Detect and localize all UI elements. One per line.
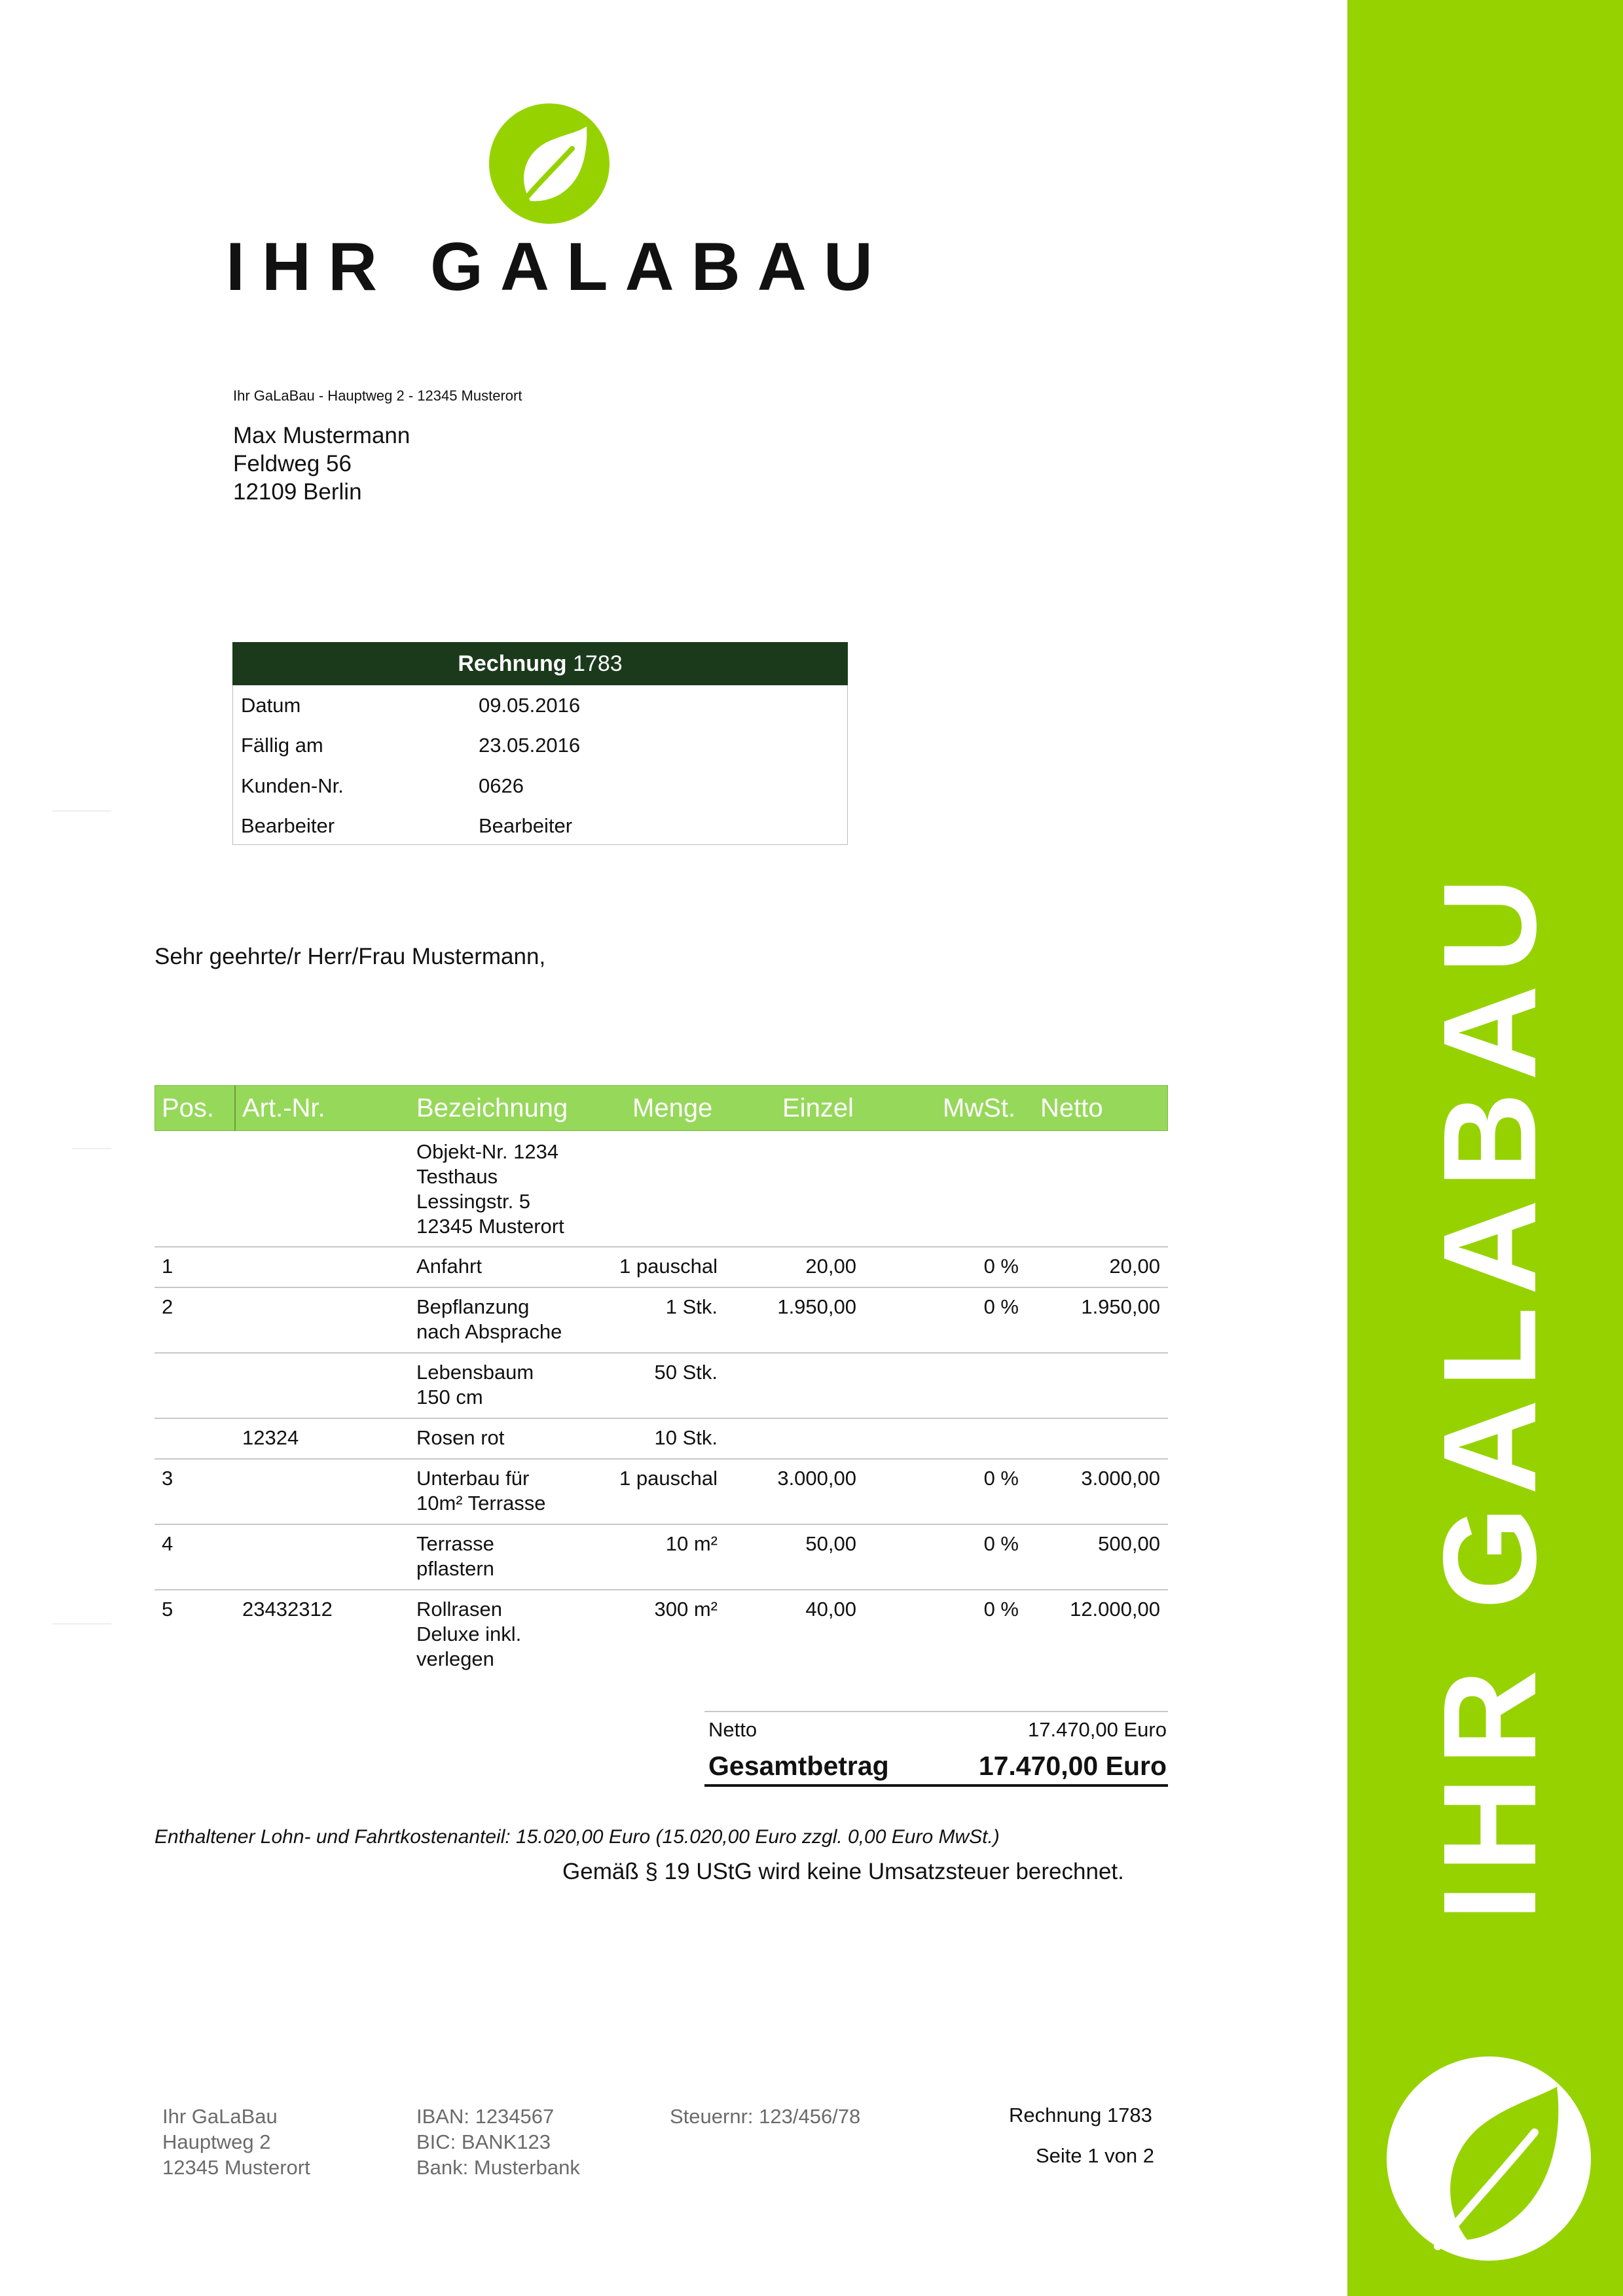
cell-mwst: 0 % — [983, 1295, 1019, 1318]
col-header-pos: Pos. — [162, 1094, 215, 1122]
info-label-datum: Datum — [241, 694, 301, 717]
sender-line: Ihr GaLaBau - Hauptweg 2 - 12345 Musterort — [233, 387, 522, 404]
cell-bez — [416, 1597, 521, 1672]
footer-invoice-ref: Rechnung 1783 — [1009, 2104, 1152, 2126]
total-gesamt-label: Gesamtbetrag — [708, 1751, 889, 1781]
cell-mwst: 0 % — [983, 1598, 1019, 1621]
cell-netto: 1.950,00 — [1081, 1295, 1160, 1318]
cell-menge: 1 Stk. — [665, 1295, 718, 1318]
recipient-address — [233, 422, 410, 506]
footer-page-number: Seite 1 von 2 — [1036, 2144, 1154, 2167]
cell-einzel: 50,00 — [805, 1532, 856, 1555]
row-divider — [155, 1458, 1168, 1460]
salutation: Sehr geehrte/r Herr/Frau Mustermann, — [155, 944, 546, 969]
footer-bank — [416, 2104, 580, 2180]
cell-art: 23432312 — [242, 1598, 333, 1621]
total-netto-value: 17.470,00 Euro — [1027, 1718, 1167, 1741]
cell-einzel: 40,00 — [805, 1598, 856, 1621]
sidebar-brand-svg — [1347, 0, 1623, 2296]
cell-menge: 10 Stk. — [654, 1426, 718, 1449]
sidebar-brand-name: IHR GALABAU — [1415, 866, 1563, 1921]
footer-company — [162, 2104, 310, 2180]
cell-bez-line: Unterbau für — [416, 1467, 530, 1490]
totals-underline — [704, 1784, 1168, 1787]
cell-bez-line: 10m² Terrasse — [416, 1492, 546, 1515]
info-label-kunden: Kunden-Nr. — [241, 774, 344, 797]
cell-menge: 1 pauschal — [619, 1255, 718, 1278]
info-label-faellig: Fällig am — [241, 734, 323, 757]
footer-company-city: 12345 Musterort — [162, 2156, 310, 2179]
cell-bez: Rosen rot — [416, 1426, 505, 1449]
cell-bez-line: nach Absprache — [416, 1320, 562, 1343]
cell-mwst: 0 % — [983, 1467, 1019, 1490]
col-header-mwst: MwSt. — [943, 1094, 1016, 1122]
footer-company-name: Ihr GaLaBau — [162, 2105, 278, 2128]
object-number: Objekt-Nr. 1234 — [416, 1140, 559, 1163]
cell-einzel: 3.000,00 — [777, 1467, 856, 1490]
row-divider — [155, 1352, 1168, 1354]
cell-bez-line: verlegen — [416, 1647, 494, 1670]
cell-netto: 20,00 — [1109, 1255, 1160, 1278]
cell-pos: 1 — [162, 1255, 173, 1278]
footer-bank-name: Bank: Musterbank — [416, 2156, 580, 2179]
footer-iban: IBAN: 1234567 — [416, 2105, 555, 2128]
info-value-kunden: 0626 — [479, 774, 524, 797]
recipient-name: Max Mustermann — [233, 423, 410, 448]
row-divider — [155, 1246, 1168, 1247]
cell-bez-line: Bepflanzung — [416, 1295, 530, 1318]
row-divider — [155, 1589, 1168, 1590]
cell-bez-line: Terrasse — [416, 1532, 494, 1555]
row-divider — [155, 1524, 1168, 1525]
cell-bez — [416, 1295, 562, 1344]
cell-einzel: 20,00 — [805, 1255, 856, 1278]
cell-netto: 3.000,00 — [1081, 1467, 1160, 1490]
header-divider — [234, 1085, 236, 1131]
cell-mwst: 0 % — [983, 1255, 1019, 1278]
recipient-street: Feldweg 56 — [233, 451, 352, 476]
info-value-datum: 09.05.2016 — [479, 694, 581, 717]
cell-pos: 2 — [162, 1295, 173, 1318]
cell-menge: 300 m² — [654, 1598, 718, 1621]
object-name: Testhaus — [416, 1165, 498, 1188]
cell-menge: 50 Stk. — [654, 1361, 718, 1384]
leaf-icon — [488, 103, 610, 224]
cell-netto: 500,00 — [1098, 1532, 1160, 1555]
col-header-menge: Menge — [632, 1094, 713, 1122]
punch-mark — [72, 1148, 111, 1149]
recipient-city: 12109 Berlin — [233, 479, 362, 505]
cell-netto: 12.000,00 — [1070, 1598, 1160, 1621]
ustg-note: Gemäß § 19 UStG wird keine Umsatzsteuer berechnet. — [562, 1859, 1124, 1884]
cell-pos: 5 — [162, 1598, 173, 1621]
object-street: Lessingstr. 5 — [416, 1190, 531, 1213]
sidebar-brand-text — [1347, 0, 1623, 2296]
cell-bez-line: 150 cm — [416, 1386, 483, 1408]
object-city: 12345 Musterort — [416, 1215, 564, 1238]
cell-bez — [416, 1532, 494, 1581]
object-info — [416, 1139, 564, 1239]
cell-bez: Anfahrt — [416, 1255, 482, 1278]
fold-mark — [52, 1623, 111, 1624]
invoice-title — [232, 642, 848, 685]
invoice-title-label: Rechnung — [458, 651, 567, 676]
row-divider — [155, 1287, 1168, 1288]
cell-menge: 10 m² — [665, 1532, 718, 1555]
brand-wordmark: IHR GALABAU — [226, 229, 890, 305]
cell-bez-line: Rollrasen — [416, 1598, 502, 1621]
col-header-bez: Bezeichnung — [416, 1094, 568, 1122]
col-header-netto: Netto — [1040, 1094, 1103, 1122]
totals-divider — [704, 1711, 1168, 1712]
cell-art: 12324 — [242, 1426, 299, 1449]
cell-bez-line: pflastern — [416, 1557, 494, 1580]
total-gesamt-value: 17.470,00 Euro — [978, 1751, 1167, 1781]
col-header-einzel: Einzel — [782, 1094, 854, 1122]
wage-share-note: Enthaltener Lohn- und Fahrtkostenanteil: 15.020,00 Euro (15.020,00 Euro zzgl. 0,00 Euro MwSt.) — [155, 1826, 1000, 1848]
info-value-faellig: 23.05.2016 — [479, 734, 581, 757]
sidebar-leaf-icon — [1385, 2055, 1592, 2262]
cell-einzel: 1.950,00 — [777, 1295, 856, 1318]
total-netto-label: Netto — [708, 1718, 757, 1741]
footer-company-street: Hauptweg 2 — [162, 2130, 271, 2153]
cell-mwst: 0 % — [983, 1532, 1019, 1555]
cell-bez-line: Deluxe inkl. — [416, 1623, 522, 1645]
col-header-art: Art.-Nr. — [242, 1094, 325, 1122]
info-value-bearbeiter: Bearbeiter — [479, 814, 573, 837]
cell-bez — [416, 1466, 546, 1516]
cell-bez-line: Lebensbaum — [416, 1361, 534, 1384]
cell-menge: 1 pauschal — [619, 1467, 718, 1490]
footer-tax-number: Steuernr: 123/456/78 — [670, 2105, 861, 2128]
invoice-number: 1783 — [573, 651, 623, 676]
footer-bic: BIC: BANK123 — [416, 2130, 551, 2153]
fold-mark — [52, 810, 111, 812]
cell-pos: 3 — [162, 1467, 173, 1490]
cell-pos: 4 — [162, 1532, 173, 1555]
row-divider — [155, 1418, 1168, 1419]
info-label-bearbeiter: Bearbeiter — [241, 814, 335, 837]
cell-bez — [416, 1360, 534, 1410]
